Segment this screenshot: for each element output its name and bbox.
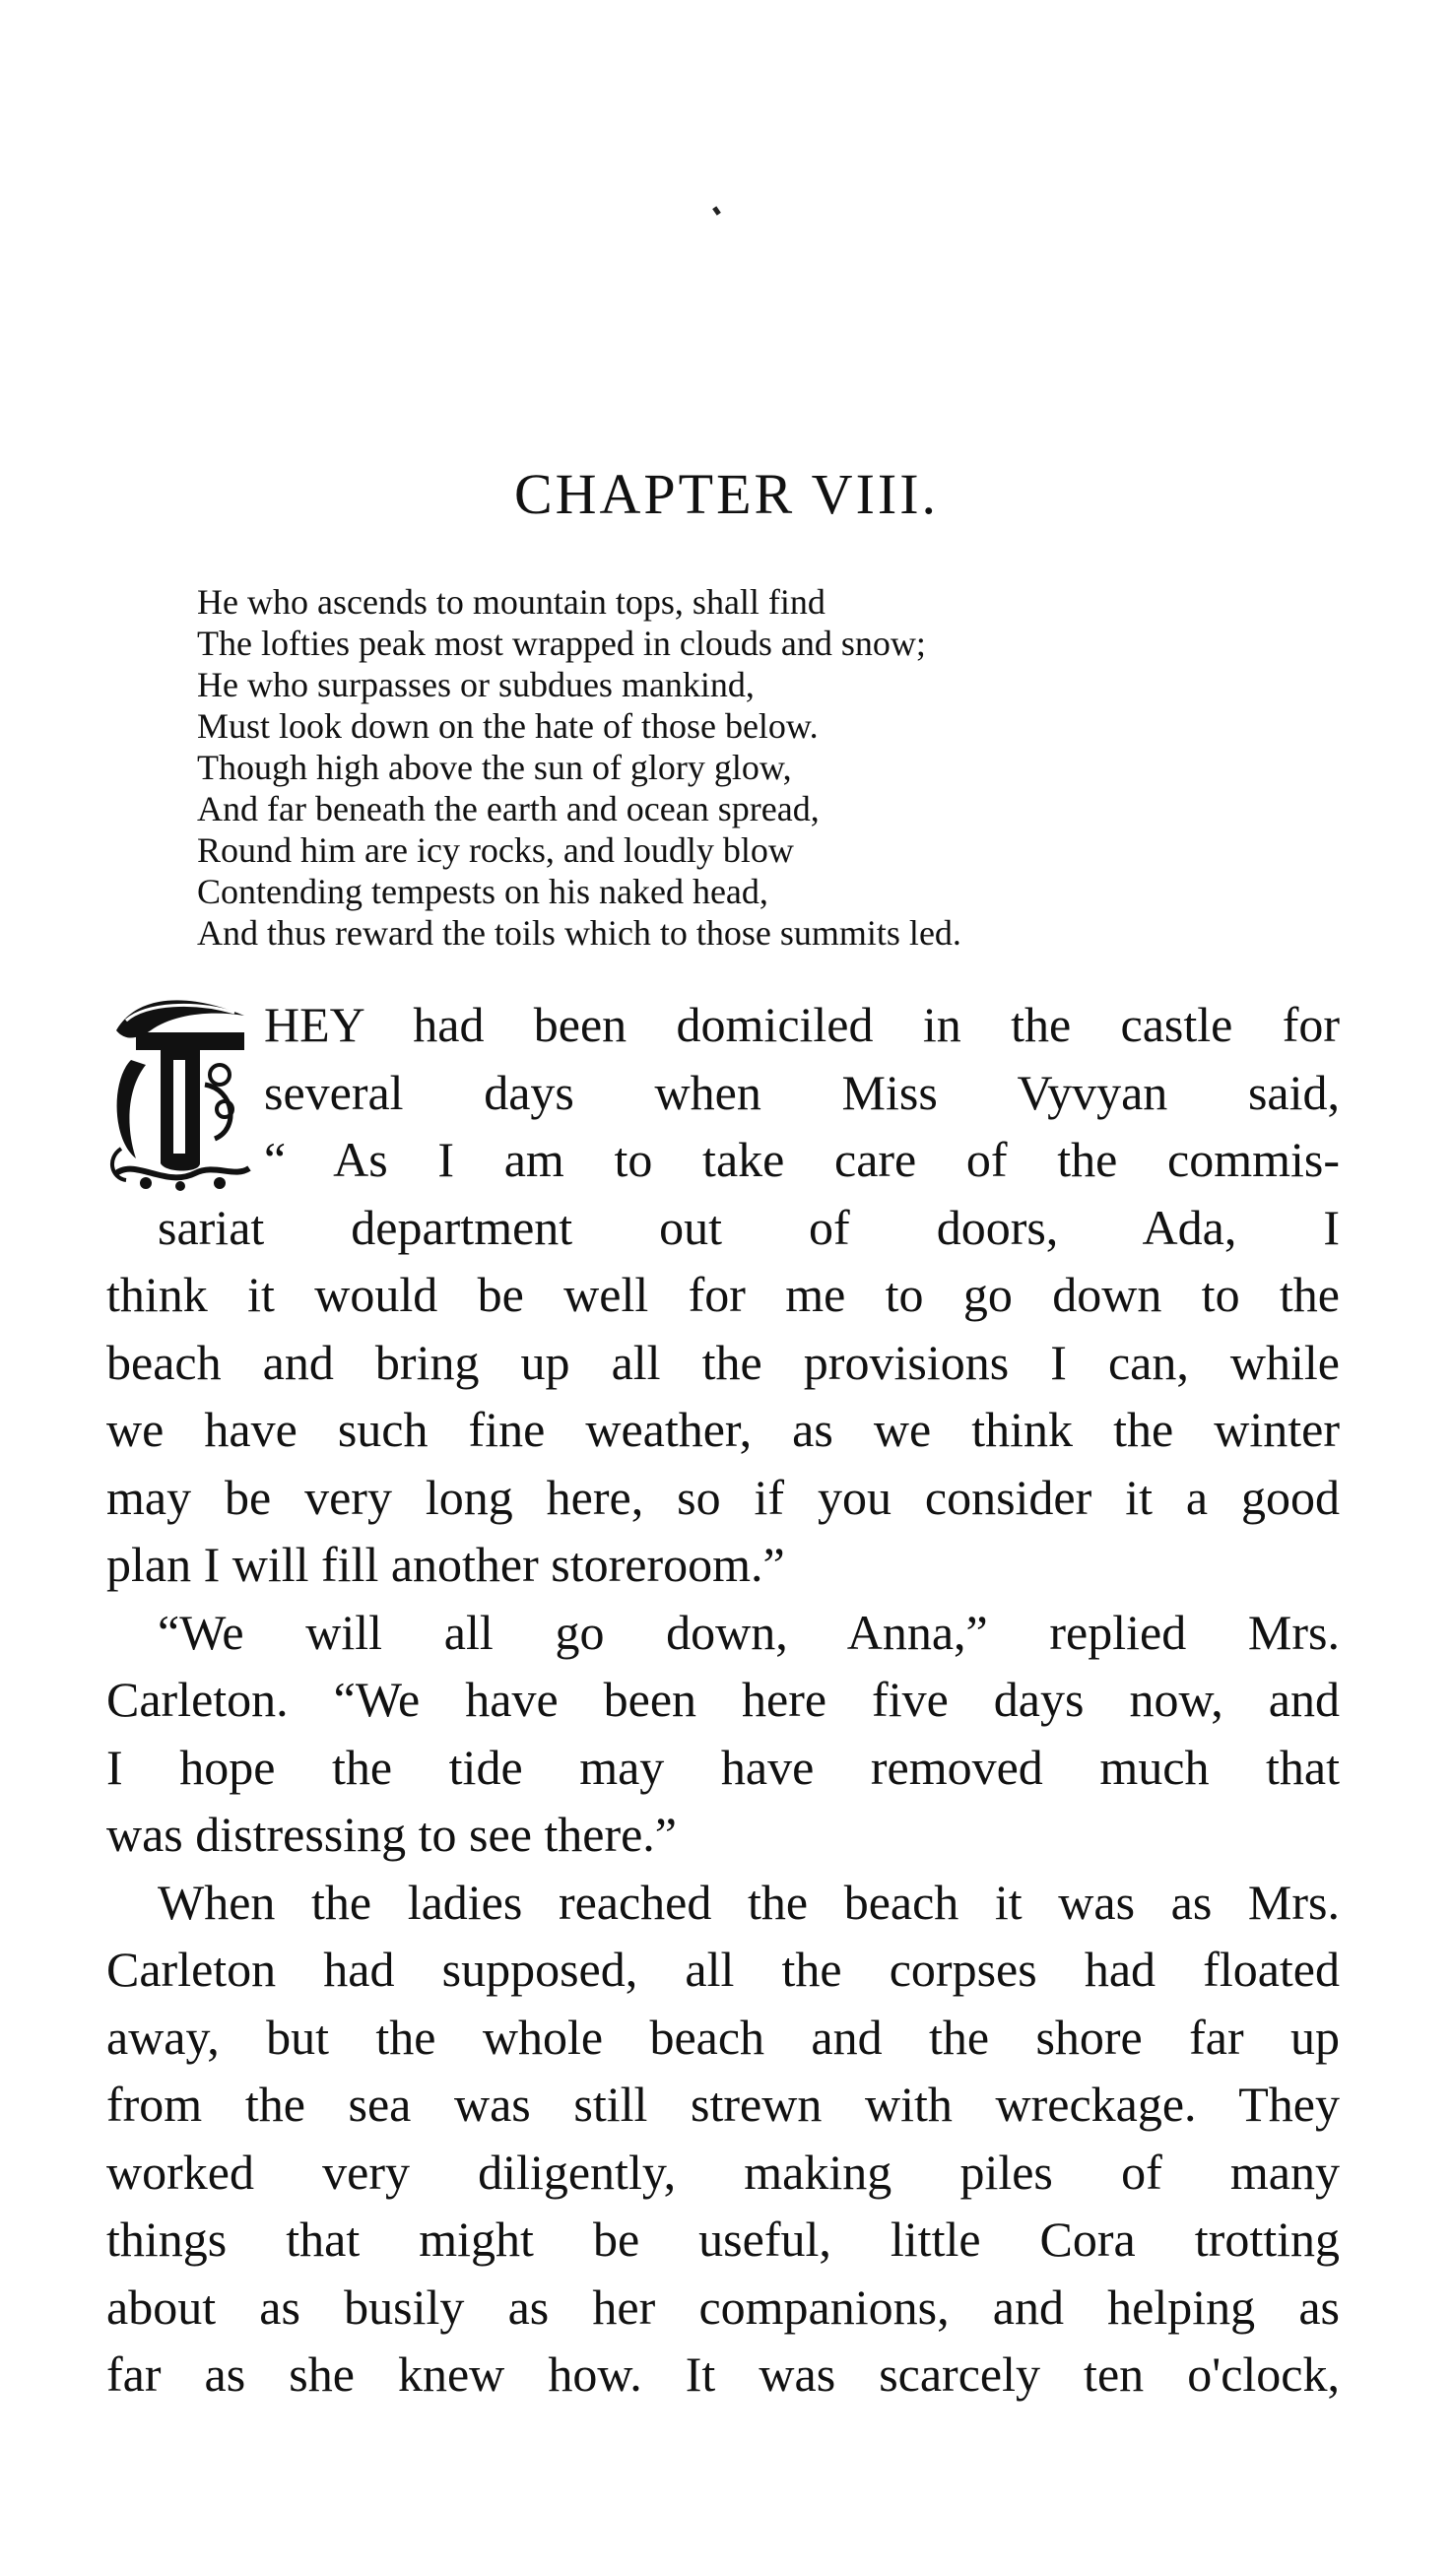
epigraph-line: The lofties peak most wrapped in clouds and snow; — [197, 624, 926, 663]
epigraph — [197, 581, 1281, 954]
drop-cap — [106, 991, 254, 1193]
epigraph-line: He who ascends to mountain tops, shall find — [197, 582, 826, 622]
text-line: plan I will fill another storeroom.” — [106, 1537, 785, 1592]
text-line: Carleton. “We have been here five days now, and — [106, 1672, 1340, 1727]
epigraph-line: And far beneath the earth and ocean spread, — [197, 789, 820, 828]
text-line: “We will all go down, Anna,” replied Mrs. — [158, 1604, 1340, 1660]
text-line: I hope the tide may have removed much that — [106, 1739, 1340, 1795]
epigraph-line: Contending tempests on his naked head, — [197, 872, 768, 911]
text-line: far as she knew how. It was scarcely ten o'clock, — [106, 2346, 1340, 2402]
epigraph-line: Though high above the sun of glory glow, — [197, 748, 792, 787]
text-line: may be very long here, so if you consider it a good — [106, 1469, 1340, 1525]
text-line: sariat department out of doors, Ada, I — [158, 1199, 1340, 1255]
text-line: about as busily as her companions, and helping as — [106, 2279, 1340, 2335]
text-line: think it would be well for me to go down to the — [106, 1267, 1340, 1322]
chapter-body — [106, 991, 1340, 2409]
text-line: worked very diligently, making piles of many — [106, 2144, 1340, 2200]
text-line: several days when Miss Vyvyan said, — [264, 1064, 1340, 1120]
text-line: When the ladies reached the beach it was as Mrs. — [158, 1874, 1340, 1930]
epigraph-line: Round him are icy rocks, and loudly blow — [197, 830, 794, 870]
text-line: beach and bring up all the provisions I can, while — [106, 1334, 1340, 1390]
text-line: away, but the whole beach and the shore far up — [106, 2009, 1340, 2065]
chapter-title: CHAPTER VIII. — [513, 462, 940, 526]
text-line: HEY had been domiciled in the castle for — [264, 997, 1340, 1052]
stray-ink-mark — [712, 206, 721, 215]
text-line: Carleton had supposed, all the corpses had floated — [106, 1942, 1340, 1997]
text-line: was distressing to see there.” — [106, 1807, 678, 1862]
ornate-drop-cap-icon — [106, 991, 254, 1193]
text-line: “ As I am to take care of the commis- — [264, 1132, 1340, 1187]
text-line: we have such fine weather, as we think the winter — [106, 1402, 1340, 1457]
epigraph-line: And thus reward the toils which to those summits led. — [197, 913, 961, 953]
text-line: from the sea was still strewn with wreckage. They — [106, 2077, 1340, 2132]
epigraph-line: He who surpasses or subdues mankind, — [197, 665, 755, 704]
text-line: things that might be useful, little Cora trotting — [106, 2212, 1340, 2267]
epigraph-line: Must look down on the hate of those below. — [197, 706, 819, 746]
